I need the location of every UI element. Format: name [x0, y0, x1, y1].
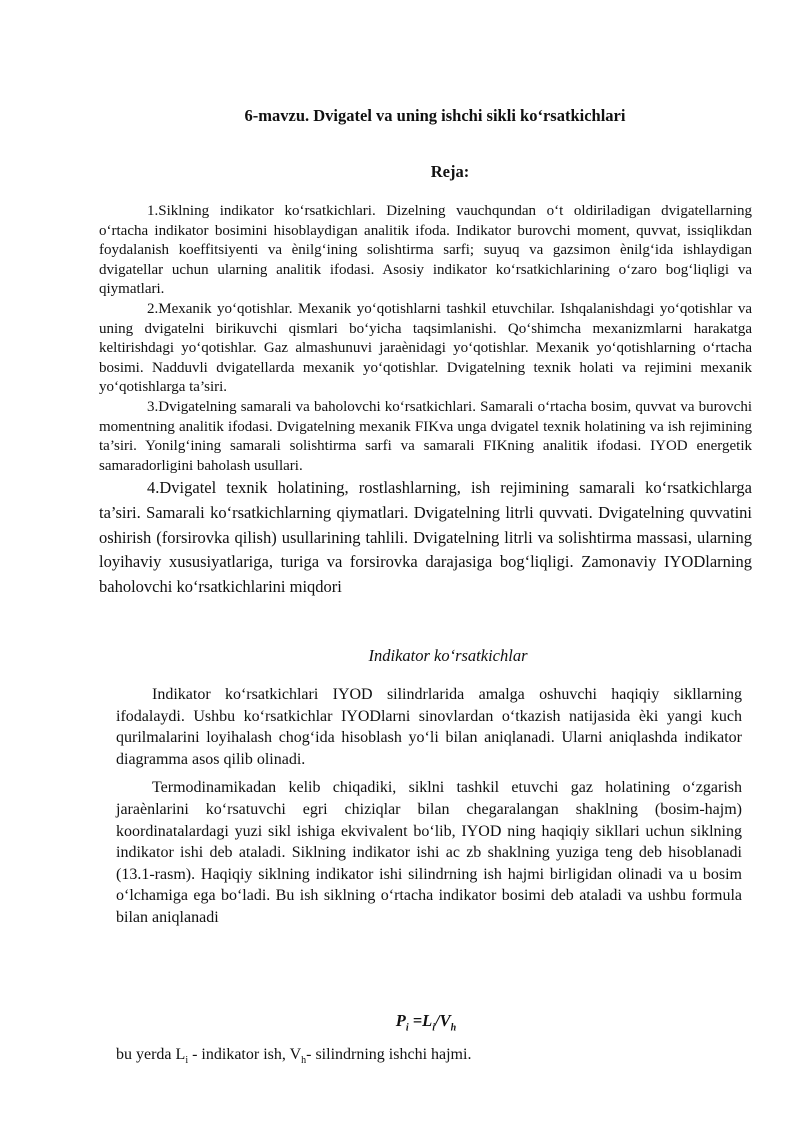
formula-equals-l: =L: [408, 1011, 433, 1030]
plan-item-4: 4.Dvigatel texnik holatining, rostlashlarning, ish rejimining samarali ko‘rsatkichlarga ta’siri. Samarali ko‘rsatkichlarning qiymatlari. Dvigatelning litrli quvvati. Dvigatelning quvvatini oshirish (forsirovka qilish) usullarining tahlili. Dvigatelning litrli va solishtirma massasi, ularning loyihaviy xususiyatlariga, turiga va forsirovka darajasiga bog‘liqligi. Zamonaviy IYODlarning baholovchi ko‘rsatkichlarini miqdori: [99, 478, 752, 596]
formula-slash-v: /V: [435, 1011, 451, 1030]
formula-p: P: [395, 1011, 406, 1030]
formula-v-subscript: h: [450, 1022, 457, 1034]
page-title: 6-mavzu. Dvigatel va uning ishchi sikli ko‘rsatkichlari: [244, 106, 626, 125]
formula-explanation: [116, 1046, 756, 1066]
plan-heading: Reja:: [430, 162, 470, 181]
plan-item-1: 1.Siklning indikator ko‘rsatkichlari. Dizelning vauchqundan o‘t oldiriladigan dvigatellarning o‘rtacha indikator bosimini hisoblaydigan analitik ifoda. Indikator burovchi moment, quvvat, issiqlikdan foydalanish koeffitsiyenti va ènilg‘ining solishtirma sarfi; suyuq va gazsimon ènilg‘ida ishlaydigan dvigatellar uchun ularning analitik ifodasi. Asosiy indikator ko‘rsatkichlarining o‘zaro bog‘liqligi va qiymatlari.: [99, 203, 752, 298]
note-part-2: - indikator ish, V: [188, 1046, 302, 1063]
indicator-pressure-formula: [0, 1011, 800, 1033]
note-sub-2: h: [301, 1055, 307, 1067]
plan-item-2: 2.Mexanik yo‘qotishlar. Mexanik yo‘qotishlarni tashkil etuvchilar. Ishqalanishdagi yo‘qotishlar va uning dvigatelni birikuvchi qismlari bo‘yicha taqsimlanishi. Qo‘shimcha mexanizmlarni harakatga keltirishdagi yo‘qotishlar. Gaz almashunuvi jaraènidagi yo‘qotishlar. Mexanik yo‘qotishlarning o‘rtacha bosimi. Nadduvli dvigatellarda mexanik yo‘qotishlar. Dvigatelning texnik holati va rejimini mexanik yo‘qotishlarga ta’siri.: [99, 300, 752, 396]
plan-list: [99, 202, 752, 599]
note-part-1: bu yerda L: [116, 1046, 186, 1063]
note-part-3: - silindrning ishchi hajmi.: [306, 1046, 472, 1063]
paragraph-1: Indikator ko‘rsatkichlari IYOD silindrlarida amalga oshuvchi haqiqiy sikllarning ifodalaydi. Ushbu ko‘rsatkichlar IYODlarni sinovlardan o‘tkazish natijasida èki yangi kuch qurilmalarini loyihalash chog‘ida hisoblash yo‘li bilan aniqlanadi. Ularni aniqlashda indikator diagramma asos qilib olinadi.: [116, 686, 742, 768]
formula-l-subscript: i: [432, 1022, 436, 1034]
formula-p-subscript: i: [405, 1022, 409, 1034]
body-text: [116, 684, 742, 936]
paragraph-2: Termodinamikadan kelib chiqadiki, siklni tashkil etuvchi gaz holatining o‘zgarish jaraènlarini ko‘rsatuvchi egri chiziqlar bilan chegaralangan shaklning (bosim-hajm) koordinatalardagi yuzi sikl ishiga ekvivalent bo‘lib, IYOD ning haqiqiy sikllari uchun siklning indikator ishi deb ataladi. Siklning indikator ishi ac zb shaklning yuziga teng deb hisoblanadi (13.1-rasm). Haqiqiy siklning indikator ishi silindrning ish hajmi birligidan olinadi va u bosim o‘lchamiga ega bo‘ladi. Bu ish siklning o‘rtacha indikator bosimi deb ataladi va ushbu formula bilan aniqlanadi: [116, 779, 742, 926]
plan-item-3: 3.Dvigatelning samarali va baholovchi ko‘rsatkichlari. Samarali o‘rtacha bosim, quvvat va burovchi momentning analitik ifodasi. Dvigatelning mexanik FIKva unga dvigatel texnik holatining va ish rejimining ta’siri. Yonilg‘ining samarali solishtirma sarfi va samarali FIKning analitik ifodasi. IYOD energetik samaradorligini baholash usullari.: [99, 398, 752, 474]
note-sub-1: i: [185, 1055, 189, 1067]
section-title: Indikator ko‘rsatkichlar: [368, 646, 528, 665]
